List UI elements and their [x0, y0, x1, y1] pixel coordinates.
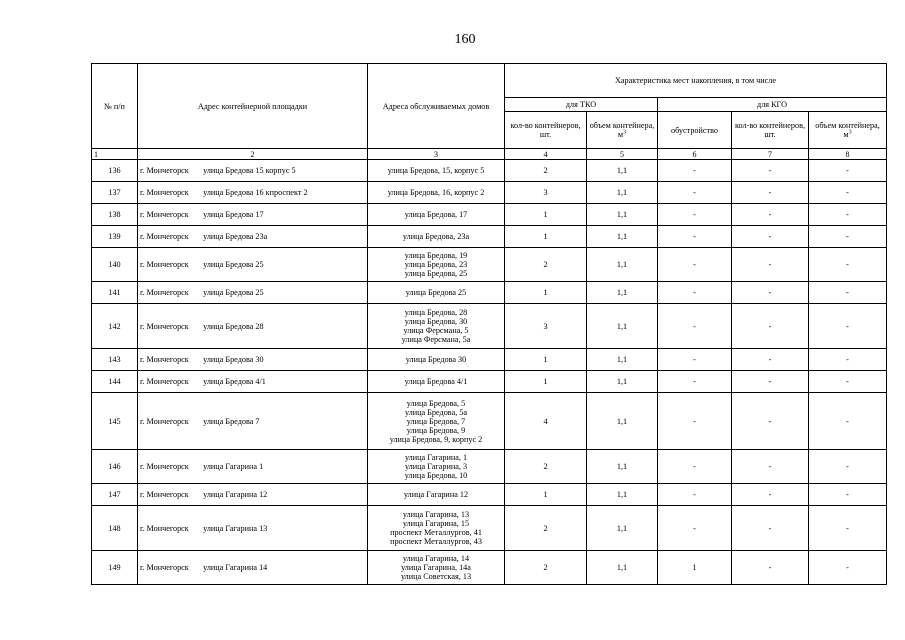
header-kgo: для КГО [658, 98, 887, 112]
served-houses: улица Бредова, 17 [368, 204, 505, 226]
table-row [92, 371, 887, 393]
kgo-setup: - [658, 349, 732, 371]
kgo-container-volume: - [809, 393, 887, 450]
row-number: 140 [92, 248, 138, 282]
row-number: 144 [92, 371, 138, 393]
kgo-container-volume: - [809, 551, 887, 585]
row-number: 148 [92, 506, 138, 551]
header-tko: для ТКО [505, 98, 658, 112]
site-address: г. Мончегорск улица Гагарина 13 [138, 506, 368, 551]
tko-container-count: 1 [505, 349, 587, 371]
site-address: г. Мончегорск улица Бредова 28 [138, 304, 368, 349]
kgo-container-count: - [732, 282, 809, 304]
served-houses: улица Бредова, 28 улица Бредова, 30 улица Ферсмана, 5 улица Ферсмана, 5а [368, 304, 505, 349]
tko-container-volume: 1,1 [587, 393, 658, 450]
site-address: г. Мончегорск улица Бредова 25 [138, 248, 368, 282]
tko-container-volume: 1,1 [587, 304, 658, 349]
tko-container-count: 1 [505, 371, 587, 393]
column-number: 6 [658, 149, 732, 160]
page-number: 160 [454, 32, 476, 47]
kgo-container-volume: - [809, 182, 887, 204]
kgo-setup: - [658, 160, 732, 182]
served-houses: улица Бредова 30 [368, 349, 505, 371]
header-served-houses: Адреса обслуживаемых домов [368, 64, 505, 149]
column-number: 1 [92, 149, 138, 160]
container-sites-table [91, 63, 887, 585]
tko-container-volume: 1,1 [587, 226, 658, 248]
kgo-container-volume: - [809, 506, 887, 551]
kgo-setup: - [658, 204, 732, 226]
kgo-container-volume: - [809, 304, 887, 349]
kgo-setup: - [658, 304, 732, 349]
tko-container-volume: 1,1 [587, 160, 658, 182]
kgo-container-count: - [732, 371, 809, 393]
table-row [92, 506, 887, 551]
kgo-container-volume: - [809, 248, 887, 282]
table-row [92, 484, 887, 506]
kgo-setup: 1 [658, 551, 732, 585]
tko-container-count: 1 [505, 484, 587, 506]
tko-container-volume: 1,1 [587, 484, 658, 506]
column-number: 5 [587, 149, 658, 160]
kgo-container-volume: - [809, 484, 887, 506]
kgo-container-volume: - [809, 282, 887, 304]
column-number-row [92, 149, 887, 160]
table-row [92, 450, 887, 484]
tko-container-count: 1 [505, 282, 587, 304]
kgo-container-volume: - [809, 204, 887, 226]
header-kgo-count: кол-во контейнеров, шт. [732, 112, 809, 149]
row-number: 141 [92, 282, 138, 304]
row-number: 147 [92, 484, 138, 506]
column-number: 7 [732, 149, 809, 160]
row-number: 143 [92, 349, 138, 371]
tko-container-volume: 1,1 [587, 371, 658, 393]
table-row [92, 349, 887, 371]
tko-container-count: 4 [505, 393, 587, 450]
kgo-setup: - [658, 506, 732, 551]
tko-container-count: 2 [505, 551, 587, 585]
header-kgo-setup: обустройство [658, 112, 732, 149]
table-row [92, 551, 887, 585]
tko-container-count: 1 [505, 226, 587, 248]
tko-container-count: 1 [505, 204, 587, 226]
row-number: 145 [92, 393, 138, 450]
row-number: 142 [92, 304, 138, 349]
served-houses: улица Бредова, 15, корпус 5 [368, 160, 505, 182]
table-row [92, 204, 887, 226]
served-houses: улица Гагарина, 1 улица Гагарина, 3 улица Бредова, 10 [368, 450, 505, 484]
tko-container-volume: 1,1 [587, 204, 658, 226]
served-houses: улица Бредова 25 [368, 282, 505, 304]
served-houses: улица Бредова, 23а [368, 226, 505, 248]
tko-container-count: 3 [505, 304, 587, 349]
header-tko-volume: объем контейнера, $м^3$ [587, 112, 658, 149]
site-address: г. Мончегорск улица Гагарина 1 [138, 450, 368, 484]
site-address: г. Мончегорск улица Бредова 25 [138, 282, 368, 304]
kgo-container-count: - [732, 551, 809, 585]
kgo-container-count: - [732, 304, 809, 349]
tko-container-count: 2 [505, 248, 587, 282]
kgo-container-count: - [732, 506, 809, 551]
table-row [92, 282, 887, 304]
tko-container-count: 2 [505, 506, 587, 551]
tko-container-count: 2 [505, 450, 587, 484]
header-address: Адрес контейнерной площадки [138, 64, 368, 149]
row-number: 138 [92, 204, 138, 226]
kgo-container-count: - [732, 450, 809, 484]
site-address: г. Мончегорск улица Бредова 4/1 [138, 371, 368, 393]
row-number: 137 [92, 182, 138, 204]
tko-container-count: 3 [505, 182, 587, 204]
row-number: 136 [92, 160, 138, 182]
kgo-setup: - [658, 182, 732, 204]
site-address: г. Мончегорск улица Бредова 30 [138, 349, 368, 371]
kgo-container-count: - [732, 349, 809, 371]
kgo-container-volume: - [809, 450, 887, 484]
kgo-container-count: - [732, 226, 809, 248]
kgo-container-count: - [732, 160, 809, 182]
kgo-container-volume: - [809, 349, 887, 371]
kgo-setup: - [658, 450, 732, 484]
table-row [92, 182, 887, 204]
table-row [92, 226, 887, 248]
kgo-container-count: - [732, 484, 809, 506]
site-address: г. Мончегорск улица Бредова 15 корпус 5 [138, 160, 368, 182]
tko-container-volume: 1,1 [587, 349, 658, 371]
kgo-setup: - [658, 226, 732, 248]
kgo-container-count: - [732, 204, 809, 226]
table-row [92, 304, 887, 349]
served-houses: улица Гагарина, 14 улица Гагарина, 14а улица Советская, 13 [368, 551, 505, 585]
site-address: г. Мончегорск улица Гагарина 12 [138, 484, 368, 506]
served-houses: улица Бредова, 16, корпус 2 [368, 182, 505, 204]
served-houses: улица Бредова, 19 улица Бредова, 23 улица Бредова, 25 [368, 248, 505, 282]
served-houses: улица Гагарина, 13 улица Гагарина, 15 проспект Металлургов, 41 проспект Металлургов, 43 [368, 506, 505, 551]
kgo-setup: - [658, 371, 732, 393]
kgo-container-count: - [732, 248, 809, 282]
served-houses: улица Гагарина 12 [368, 484, 505, 506]
site-address: г. Мончегорск улица Бредова 7 [138, 393, 368, 450]
column-number: 3 [368, 149, 505, 160]
served-houses: улица Бредова, 5 улица Бредова, 5а улица Бредова, 7 улица Бредова, 9 улица Бредова, 9, корпус 2 [368, 393, 505, 450]
header-kgo-volume: объем контейнера, $м^3$ [809, 112, 887, 149]
kgo-container-volume: - [809, 226, 887, 248]
kgo-container-volume: - [809, 371, 887, 393]
row-number: 149 [92, 551, 138, 585]
kgo-setup: - [658, 248, 732, 282]
header-characteristics: Характеристика мест накопления, в том числе [505, 64, 887, 98]
tko-container-volume: 1,1 [587, 506, 658, 551]
kgo-setup: - [658, 393, 732, 450]
table-row [92, 393, 887, 450]
table-row [92, 160, 887, 182]
tko-container-volume: 1,1 [587, 282, 658, 304]
tko-container-volume: 1,1 [587, 450, 658, 484]
site-address: г. Мончегорск улица Гагарина 14 [138, 551, 368, 585]
table-row [92, 248, 887, 282]
kgo-setup: - [658, 282, 732, 304]
tko-container-volume: 1,1 [587, 248, 658, 282]
column-number: 2 [138, 149, 368, 160]
tko-container-volume: 1,1 [587, 551, 658, 585]
header-tko-count: кол-во контейнеров, шт. [505, 112, 587, 149]
served-houses: улица Бредова 4/1 [368, 371, 505, 393]
site-address: г. Мончегорск улица Бредова 23а [138, 226, 368, 248]
tko-container-count: 2 [505, 160, 587, 182]
kgo-container-volume: - [809, 160, 887, 182]
column-number: 8 [809, 149, 887, 160]
row-number: 146 [92, 450, 138, 484]
row-number: 139 [92, 226, 138, 248]
kgo-container-count: - [732, 182, 809, 204]
column-number: 4 [505, 149, 587, 160]
site-address: г. Мончегорск улица Бредова 17 [138, 204, 368, 226]
kgo-container-count: - [732, 393, 809, 450]
tko-container-volume: 1,1 [587, 182, 658, 204]
site-address: г. Мончегорск улица Бредова 16 кпроспект 2 [138, 182, 368, 204]
kgo-setup: - [658, 484, 732, 506]
header-num: № п/п [92, 64, 138, 149]
